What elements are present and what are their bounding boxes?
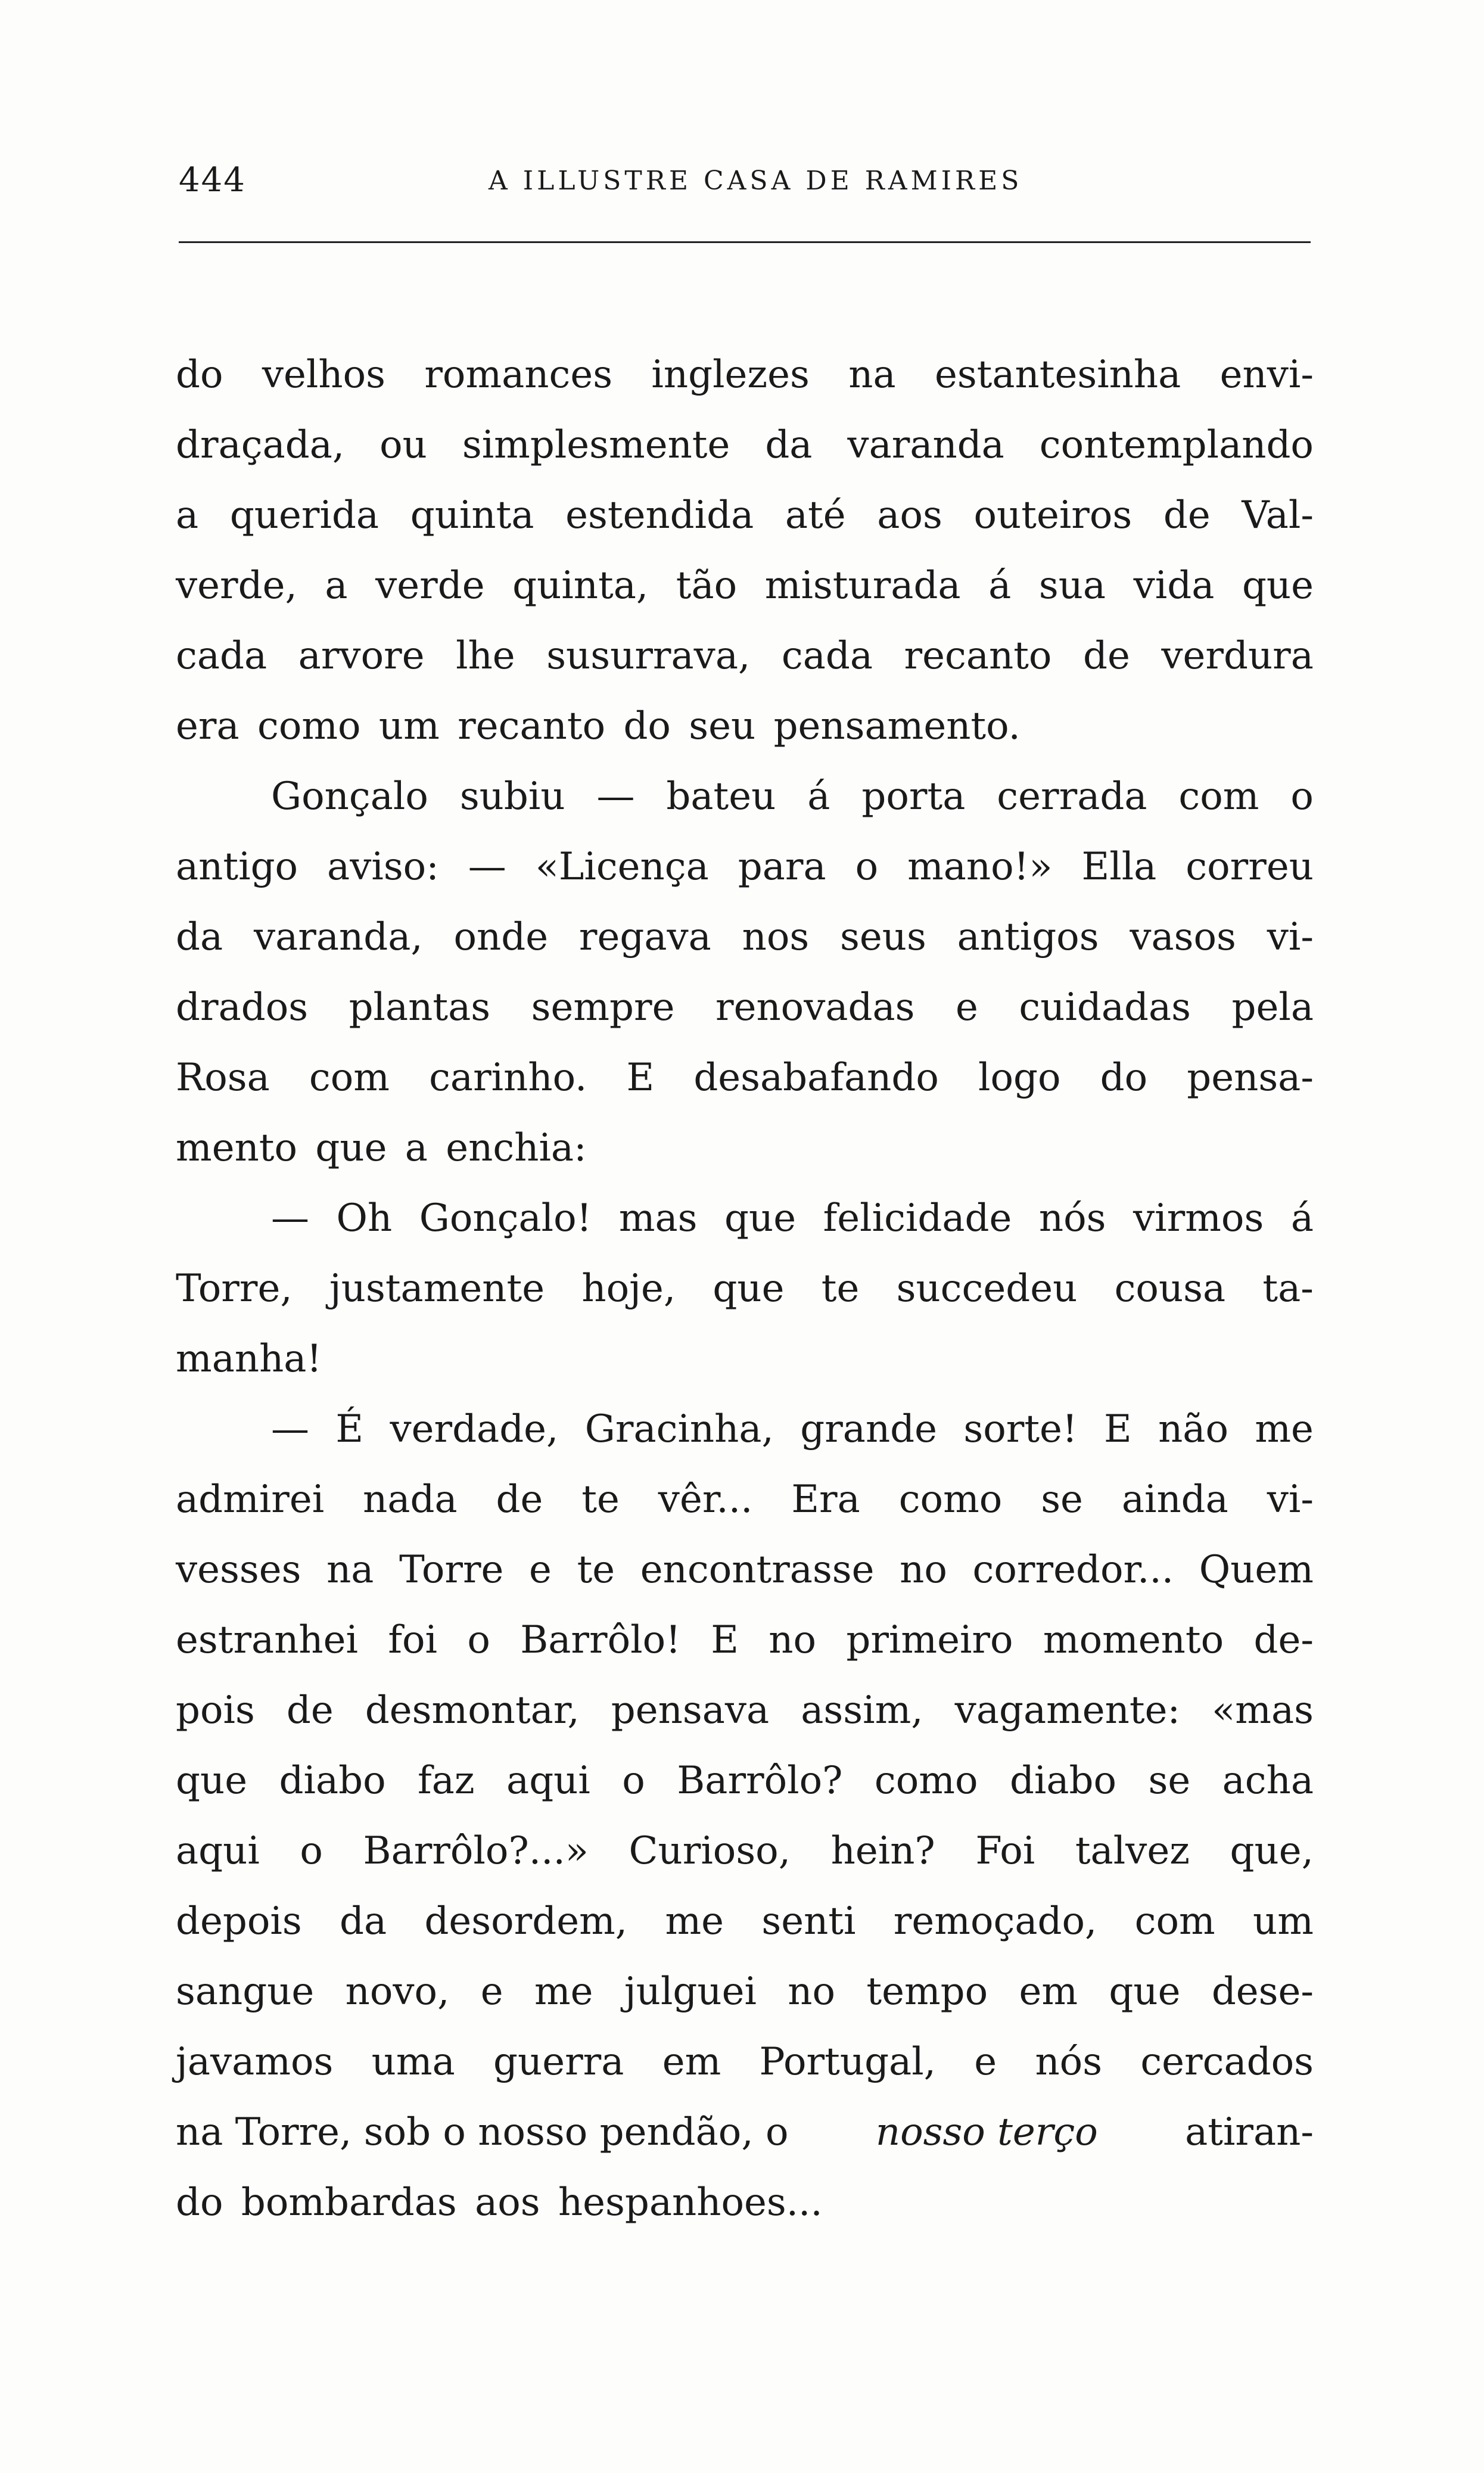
word: Torre [399, 1548, 504, 1592]
word: faz [418, 1759, 475, 1803]
word: em [1019, 1970, 1078, 2014]
word: e [529, 1548, 552, 1592]
word: Barrôlo?...» [363, 1829, 589, 1873]
word: uma [371, 2040, 455, 2084]
word: encontrasse [640, 1548, 875, 1592]
word: se [1041, 1477, 1083, 1522]
word: o [855, 845, 879, 889]
word: cerrada [997, 774, 1147, 819]
word: no [769, 1618, 816, 1662]
word: do [176, 353, 223, 397]
word: verdade, [390, 1407, 559, 1451]
word: se [1148, 1759, 1191, 1803]
word: da [765, 423, 813, 467]
word: pela [1231, 985, 1314, 1029]
word: tempo [866, 1970, 988, 2014]
word: sua [1038, 564, 1106, 608]
word: hein? [830, 1829, 935, 1873]
text-line [176, 410, 1314, 480]
word: á [1290, 1196, 1314, 1240]
word: aviso: [327, 845, 439, 889]
word: me [534, 1970, 593, 2014]
word: estranhei [176, 1618, 358, 1662]
word: quinta [410, 493, 534, 537]
word: desmontar, [365, 1688, 580, 1732]
word: para [738, 845, 826, 889]
word: simplesmente [462, 423, 730, 467]
text-line [176, 1746, 1314, 1816]
text-segment: atiran- [1185, 2110, 1314, 2154]
word: que [713, 1267, 785, 1311]
word: tão [676, 564, 738, 608]
word: verde [375, 564, 485, 608]
word: vi- [1267, 915, 1314, 959]
word: ta- [1262, 1267, 1314, 1311]
word: — [596, 774, 635, 819]
word: «mas [1212, 1688, 1314, 1732]
word: cada [781, 634, 873, 678]
word: inglezes [651, 353, 810, 397]
text-line [176, 1464, 1314, 1535]
text-line [176, 1605, 1314, 1675]
word: que [176, 1759, 248, 1803]
word: querida [229, 493, 379, 537]
word: admirei [176, 1477, 325, 1522]
word: como [898, 1477, 1003, 1522]
word: quinta, [512, 564, 649, 608]
word: Foi [975, 1829, 1035, 1873]
word: draçada, [176, 423, 345, 467]
word: ainda [1121, 1477, 1228, 1522]
word: — [271, 1407, 309, 1451]
word: E [626, 1056, 655, 1100]
word: justamente [329, 1267, 545, 1311]
word: Gracinha, [584, 1407, 774, 1451]
word: sempre [531, 985, 675, 1029]
word: o [300, 1829, 323, 1873]
word: me [1255, 1407, 1314, 1451]
word: sangue [176, 1970, 315, 2014]
text-line [176, 1183, 1314, 1253]
word: romances [424, 353, 613, 397]
word: depois [176, 1899, 302, 1943]
word: Barrôlo? [677, 1759, 843, 1803]
word: nós [1035, 2040, 1103, 2084]
word: contemplando [1039, 423, 1314, 467]
word: porta [861, 774, 966, 819]
text-line [176, 1394, 1314, 1464]
word: E [711, 1618, 739, 1662]
word: com [309, 1056, 390, 1100]
word: varanda [847, 423, 1004, 467]
header-rule [179, 241, 1311, 243]
word: com [1134, 1899, 1215, 1943]
word: cada [176, 634, 267, 678]
word: do [1100, 1056, 1148, 1100]
word: sorte! [963, 1407, 1078, 1451]
word: com [1178, 774, 1259, 819]
word: que [1242, 564, 1314, 608]
text-line [176, 1043, 1314, 1113]
word: felicidade [823, 1196, 1012, 1240]
text-line [176, 1675, 1314, 1746]
word: de [1163, 493, 1211, 537]
word: em [662, 2040, 721, 2084]
word: — [271, 1196, 309, 1240]
word: vêr... [658, 1477, 753, 1522]
word: aos [877, 493, 942, 537]
word: me [665, 1899, 724, 1943]
word: outeiros [973, 493, 1133, 537]
page-header [179, 161, 1311, 209]
word: momento [1043, 1618, 1224, 1662]
body-text [176, 340, 1314, 2238]
word: vida [1133, 564, 1215, 608]
text-line [176, 1886, 1314, 1956]
word: estantesinha [934, 353, 1181, 397]
word: correu [1186, 845, 1314, 889]
word: Quem [1199, 1548, 1314, 1592]
word: grande [800, 1407, 937, 1451]
word: diabo [1009, 1759, 1117, 1803]
word: pensava [611, 1688, 770, 1732]
word: corredor... [972, 1548, 1174, 1592]
word: hoje, [581, 1267, 676, 1311]
word: onde [453, 915, 549, 959]
word: o [467, 1618, 490, 1662]
text-line: mento que a enchia: [176, 1126, 587, 1170]
word: cuidadas [1019, 985, 1191, 1029]
word: te [581, 1477, 620, 1522]
word: É [335, 1407, 364, 1451]
word: cousa [1114, 1267, 1226, 1311]
word: novo, [345, 1970, 450, 2014]
word: te [577, 1548, 615, 1592]
word: primeiro [846, 1618, 1013, 1662]
word: dese- [1211, 1970, 1314, 2014]
word: até [785, 493, 846, 537]
word: nada [363, 1477, 458, 1522]
word: Era [791, 1477, 860, 1522]
word: antigos [957, 915, 1099, 959]
word: varanda, [253, 915, 423, 959]
text-line [176, 340, 1314, 410]
word: renovadas [715, 985, 915, 1029]
text-line [176, 1253, 1314, 1324]
text-segment: na Torre, sob o nosso pendão, o [176, 2110, 789, 2154]
text-line [176, 2027, 1314, 2097]
page-number: 444 [179, 161, 246, 200]
word: vagamente: [954, 1688, 1181, 1732]
word: a [325, 564, 348, 608]
word: guerra [493, 2040, 624, 2084]
word: de [496, 1477, 543, 1522]
word: verde, [176, 564, 297, 608]
word: Torre, [176, 1267, 293, 1311]
word: diabo [279, 1759, 386, 1803]
word: o [1290, 774, 1314, 819]
word: como [874, 1759, 978, 1803]
text-line [176, 902, 1314, 972]
word: bateu [666, 774, 776, 819]
word: assim, [801, 1688, 923, 1732]
text-line: era como um recanto do seu pensamento. [176, 704, 1021, 748]
word: talvez [1075, 1829, 1190, 1873]
word: desordem, [424, 1899, 628, 1943]
word: subiu [459, 774, 565, 819]
text-line [176, 550, 1314, 621]
word: pois [176, 1688, 255, 1732]
text-line [176, 832, 1314, 902]
word: seus [840, 915, 926, 959]
word: antigo [176, 845, 298, 889]
word: e [956, 985, 978, 1029]
word: no [788, 1970, 836, 2014]
word: «Licença [535, 845, 709, 889]
word: não [1158, 1407, 1228, 1451]
word: Val- [1242, 493, 1314, 537]
word: desabafando [693, 1056, 939, 1100]
italic-phrase: nosso terço [875, 2110, 1098, 2154]
word: Oh [336, 1196, 393, 1240]
word: julguei [624, 1970, 757, 2014]
word: foi [388, 1618, 437, 1662]
word: na [848, 353, 896, 397]
word: susurrava, [546, 634, 751, 678]
running-title: A ILLUSTRE CASA DE RAMIRES [489, 166, 1023, 196]
word: verdura [1161, 634, 1314, 678]
word: plantas [349, 985, 491, 1029]
word: E [1104, 1407, 1132, 1451]
text-line [176, 761, 1314, 832]
word: de- [1253, 1618, 1314, 1662]
word: recanto [904, 634, 1052, 678]
word: nós [1038, 1196, 1106, 1240]
word: misturada [764, 564, 961, 608]
word: aqui [176, 1829, 260, 1873]
text-line [176, 621, 1314, 691]
word: Gonçalo [271, 774, 428, 819]
text-line-with-italic [176, 2097, 1314, 2167]
word: vasos [1130, 915, 1236, 959]
word: e [974, 2040, 997, 2084]
text-line [176, 1535, 1314, 1605]
text-line [176, 1956, 1314, 2027]
word: Rosa [176, 1056, 270, 1100]
word: succedeu [896, 1267, 1078, 1311]
word: da [339, 1899, 387, 1943]
word: vesses [176, 1548, 301, 1592]
word: a [176, 493, 199, 537]
word: de [1082, 634, 1130, 678]
word: regava [578, 915, 711, 959]
word: estendida [565, 493, 754, 537]
word: mas [618, 1196, 698, 1240]
word: acha [1222, 1759, 1314, 1803]
word: Barrôlo! [520, 1618, 681, 1662]
word: Curioso, [629, 1829, 791, 1873]
word: — [468, 845, 506, 889]
word: vi- [1267, 1477, 1314, 1522]
word: ou [379, 423, 427, 467]
word: logo [978, 1056, 1061, 1100]
word: da [176, 915, 223, 959]
word: drados [176, 985, 309, 1029]
word: á [988, 564, 1012, 608]
word: carinho. [429, 1056, 587, 1100]
text-line: manha! [176, 1337, 322, 1381]
word: que, [1230, 1829, 1314, 1873]
text-line [176, 972, 1314, 1043]
word: javamos [176, 2040, 334, 2084]
text-line [176, 480, 1314, 550]
word: mano!» [907, 845, 1053, 889]
word: á [807, 774, 830, 819]
word: que [724, 1196, 797, 1240]
word: de [286, 1688, 334, 1732]
text-line [176, 1816, 1314, 1886]
word: Gonçalo! [419, 1196, 592, 1240]
word: Ella [1081, 845, 1157, 889]
word: nos [742, 915, 810, 959]
word: lhe [456, 634, 515, 678]
word: aqui [506, 1759, 590, 1803]
word: cercados [1140, 2040, 1314, 2084]
word: no [900, 1548, 947, 1592]
word: arvore [298, 634, 425, 678]
word: te [821, 1267, 860, 1311]
word: velhos [262, 353, 385, 397]
word: um [1253, 1899, 1314, 1943]
word: e [480, 1970, 503, 2014]
word: Portugal, [759, 2040, 936, 2084]
word: virmos [1133, 1196, 1264, 1240]
word: pensa- [1187, 1056, 1314, 1100]
word: remoçado, [893, 1899, 1097, 1943]
word: na [326, 1548, 374, 1592]
word: senti [761, 1899, 856, 1943]
word: que [1109, 1970, 1181, 2014]
word: o [622, 1759, 645, 1803]
text-line: do bombardas aos hespanhoes... [176, 2180, 823, 2225]
word: envi- [1219, 353, 1314, 397]
